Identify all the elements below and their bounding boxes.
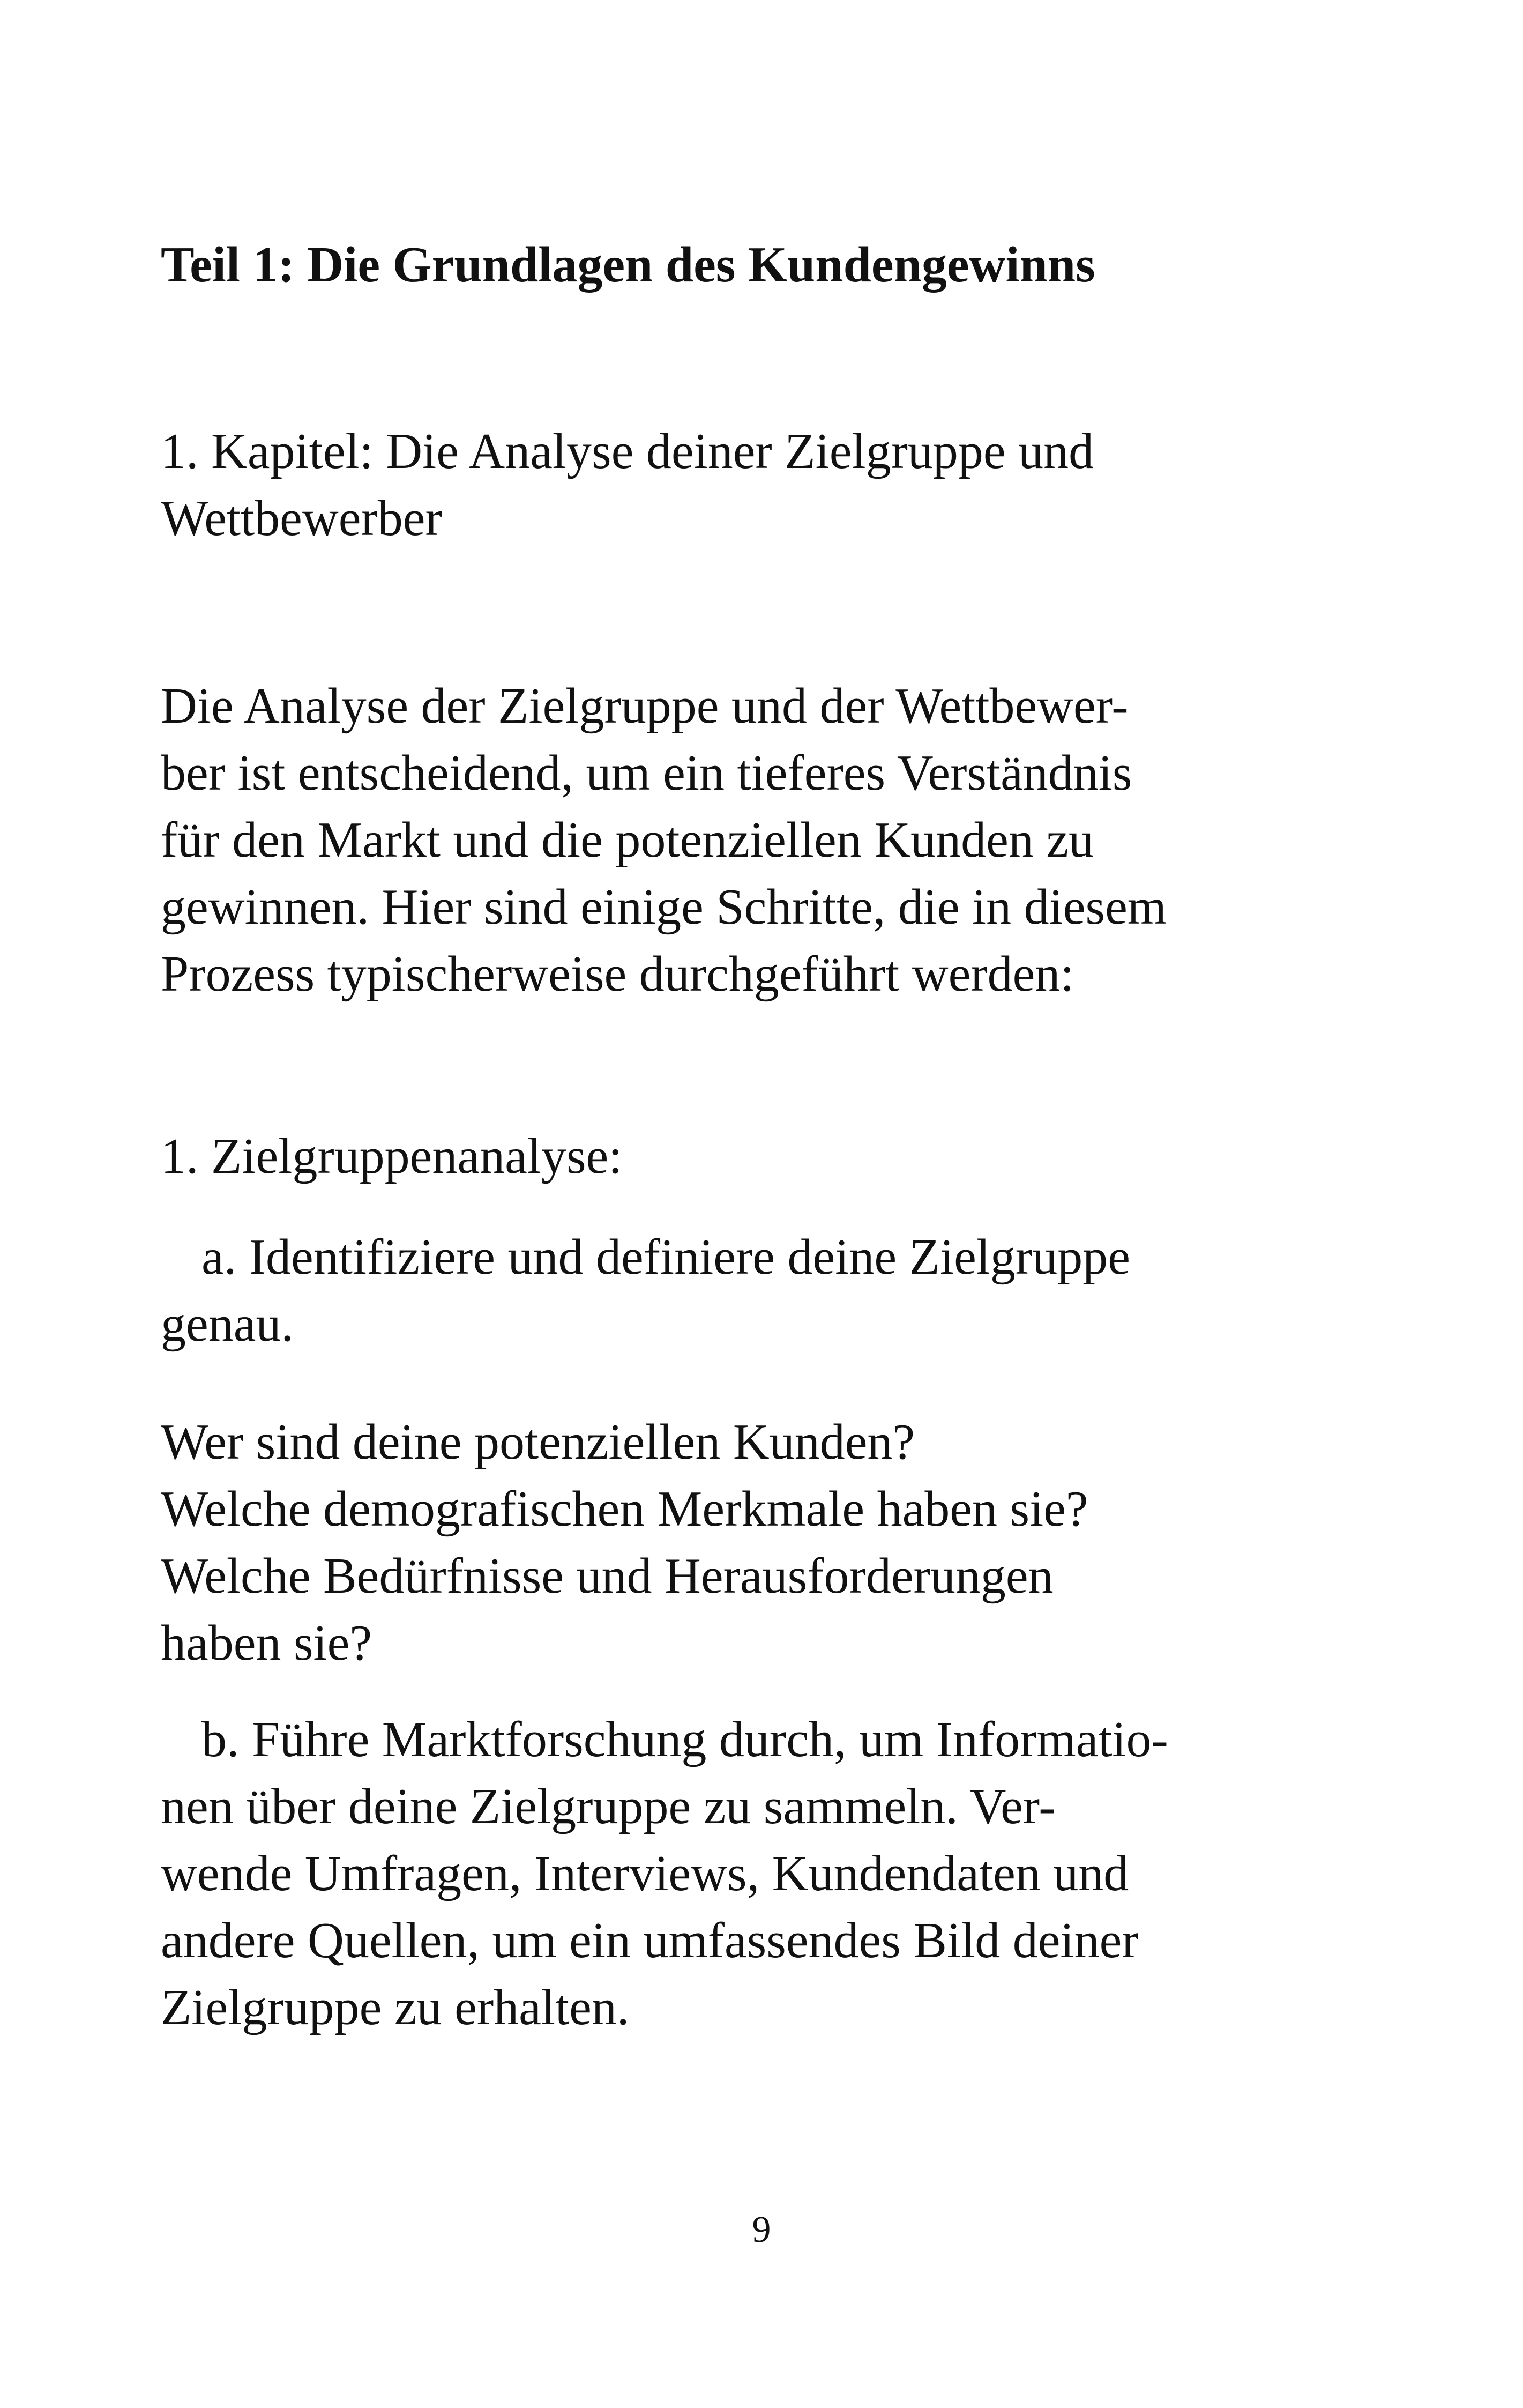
item-a-line-2: genau. (161, 1296, 294, 1352)
chapter-title-line-1: 1. Kapitel: Die Analyse deiner Zielgruppe und (161, 423, 1094, 479)
intro-line-3: für den Markt und die potenziellen Kunden zu (161, 812, 1094, 868)
list-item-b (161, 1706, 1393, 2041)
chapter-title-line-2: Wettbewerber (161, 490, 442, 546)
question-line-2: Welche demografischen Merkmale haben sie? (161, 1481, 1088, 1537)
item-b-line-5: Zielgruppe zu erhalten. (161, 1980, 630, 2035)
item-b-line-2: nen über deine Zielgruppe zu sammeln. Ver- (161, 1779, 1056, 1834)
list-item-a (161, 1224, 1393, 1358)
item-b-line-4: andere Quellen, um ein umfassendes Bild deiner (161, 1913, 1139, 1968)
part-title (161, 232, 1393, 299)
intro-line-2: ber ist entscheidend, um ein tieferes Verständnis (161, 745, 1132, 801)
part-title-text: Teil 1: Die Grundlagen des Kundengewinns (161, 237, 1095, 293)
intro-line-5: Prozess typischerweise durchgeführt werden: (161, 946, 1074, 1002)
question-line-1: Wer sind deine potenziellen Kunden? (161, 1414, 915, 1470)
page-number: 9 (752, 2209, 771, 2250)
questions-paragraph (161, 1409, 1393, 1677)
question-line-3: Welche Bedürfnisse und Herausforderungen (161, 1548, 1054, 1604)
section-heading (161, 1123, 1393, 1190)
intro-line-4: gewinnen. Hier sind einige Schritte, die in diesem (161, 879, 1167, 935)
item-a-line-1: a. Identifiziere und definiere deine Zielgruppe (201, 1229, 1130, 1285)
question-line-4: haben sie? (161, 1615, 372, 1671)
item-b-line-1: b. Führe Marktforschung durch, um Informatio- (201, 1712, 1168, 1767)
intro-line-1: Die Analyse der Zielgruppe und der Wettbewer- (161, 678, 1129, 734)
section-heading-text: 1. Zielgruppenanalyse: (161, 1128, 623, 1184)
intro-paragraph (161, 673, 1393, 1008)
item-b-line-3: wende Umfragen, Interviews, Kundendaten und (161, 1846, 1129, 1901)
chapter-title (161, 418, 1393, 552)
